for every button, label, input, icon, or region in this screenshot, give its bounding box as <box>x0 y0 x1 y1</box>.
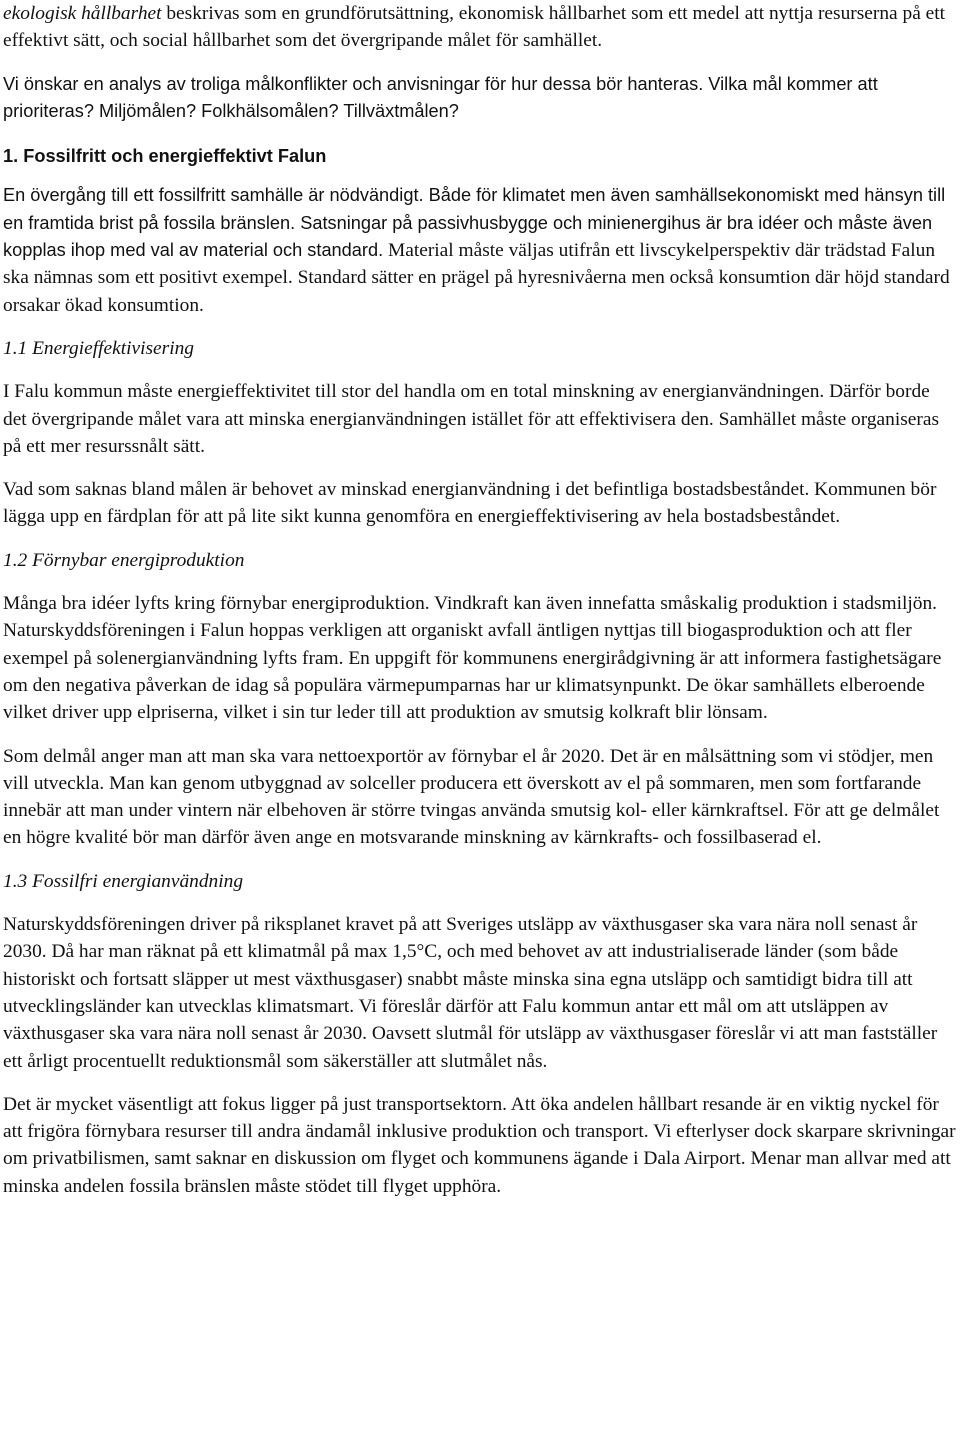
intro-term: ekologisk hållbarhet <box>3 3 162 24</box>
section-1-3-heading: 1.3 Fossilfri energianvändning <box>3 870 244 892</box>
section-1-2-paragraph-1: Många bra idéer lyfts kring förnybar energiproduktion. Vindkraft kan även innefatta småskalig produktion i stadsmiljön. Naturskyddsföreningen i Falun hoppas verkligen att organiskt avfall äntligen nyttjas till biogasproduktion och att fler exempel på solenergianvändning lyfts fram. En uppgift för kommunens energirådgivning är att informera fastighetsägare om den negativa påverkan de idag så populära värmepumparnas har ur klimatsynpunkt. De ökar samhällets elberoende vilket driver upp elpriserna, vilket i sin tur leder till att produktion av smutsig kolkraft blir lönsam. <box>3 593 942 724</box>
intro-paragraph <box>3 0 957 55</box>
section-1-3-paragraph-1: Naturskyddsföreningen driver på riksplanet kravet på att Sveriges utsläpp av växthusgaser ska vara nära noll senast år 2030. Då har man räknat på ett klimatmål på max 1,5°C, och med behovet av att industrialiserade länder (som både historiskt och fortsatt släpper ut mest växthusgaser) snabbt måste minska sina egna utsläpp och samtidigt bidra till att utvecklingsländer kan utvecklas klimatsmart. Vi föreslår därför att Falu kommun antar ett mål om att utsläppen av växthusgaser ska vara nära noll senast år 2030. Oavsett slutmål för utsläpp av växthusgaser föreslår vi att man fastställer ett årligt procentuellt reduktionsmål som säkerställer att slutmålet nås. <box>3 914 938 1072</box>
section-1-1-heading: 1.1 Energieffektivisering <box>3 337 194 359</box>
intro-text: beskrivas som en grundförutsättning, ekonomisk hållbarhet som ett medel att nyttja resurserna på ett effektivt sätt, och social hållbarhet som det övergripande målet för samhället. <box>3 3 946 52</box>
document-page <box>3 0 957 1216</box>
analysis-request: Vi önskar en analys av troliga målkonflikter och anvisningar för hur dessa bör hanteras. Vilka mål kommer att prioriteras? Miljömålen? Folkhälsomålen? Tillväxtmålen? <box>3 73 878 121</box>
section-1-paragraph <box>3 182 957 318</box>
section-1-3-paragraph-2: Det är mycket väsentligt att fokus ligger på just transportsektorn. Att öka andelen hållbart resande är en viktig nyckel för att frigöra förnybara resurser till andra ändamål inklusive produktion och transport. Vi efterlyser dock skarpare skrivningar om privatbilismen, samt saknar en diskussion om flyget och kommunens ägande i Dala Airport. Menar man allvar med att minska andelen fossila bränslen måste stödet till flyget upphöra. <box>3 1093 956 1197</box>
section-1-1-paragraph-1: I Falu kommun måste energieffektivitet till stor del handla om en total minskning av energianvändningen. Därför borde det övergripande målet vara att minska energianvändningen istället för att effektivisera den. Samhället måste organiseras på ett mer resurssnålt sätt. <box>3 381 939 457</box>
section-1-rest: Material måste väljas utifrån ett livscykelperspektiv där trädstad Falun ska nämnas som ett positivt exempel. Standard sätter en prägel på hyresnivåerna men också konsumtion där höjd standard orsakar ökad konsumtion. <box>3 240 950 316</box>
section-1-lead: En övergång till ett fossilfritt samhälle är nödvändigt. Både för klimatet men även samhällsekonomiskt med hänsyn till en framtida brist på fossila bränslen. Satsningar på passivhusbygge och minienergihus är bra idéer och måste även kopplas ihop med val av material och standard. <box>3 185 946 261</box>
section-1-2-heading: 1.2 Förnybar energiproduktion <box>3 549 245 571</box>
section-1-heading: 1. Fossilfritt och energieffektivt Falun <box>3 146 327 167</box>
section-1-1-paragraph-2: Vad som saknas bland målen är behovet av minskad energianvändning i det befintliga bostadsbeståndet. Kommunen bör lägga upp en färdplan för att på lite sikt kunna genomföra en energieffektivisering av hela bostadsbeståndet. <box>3 479 937 528</box>
section-1-2-paragraph-2: Som delmål anger man att man ska vara nettoexportör av förnybar el år 2020. Det är en målsättning som vi stödjer, men vill utveckla. Man kan genom utbyggnad av solceller producera ett överskott av el på sommaren, men som fortfarande innebär att man under vintern när elbehoven är större tvingas använda smutsig kol- eller kärnkraftsel. För att ge delmålet en högre kvalité bör man därför även ange en motsvarande minskning av kärnkrafts- och fossilbaserad el. <box>3 745 940 849</box>
